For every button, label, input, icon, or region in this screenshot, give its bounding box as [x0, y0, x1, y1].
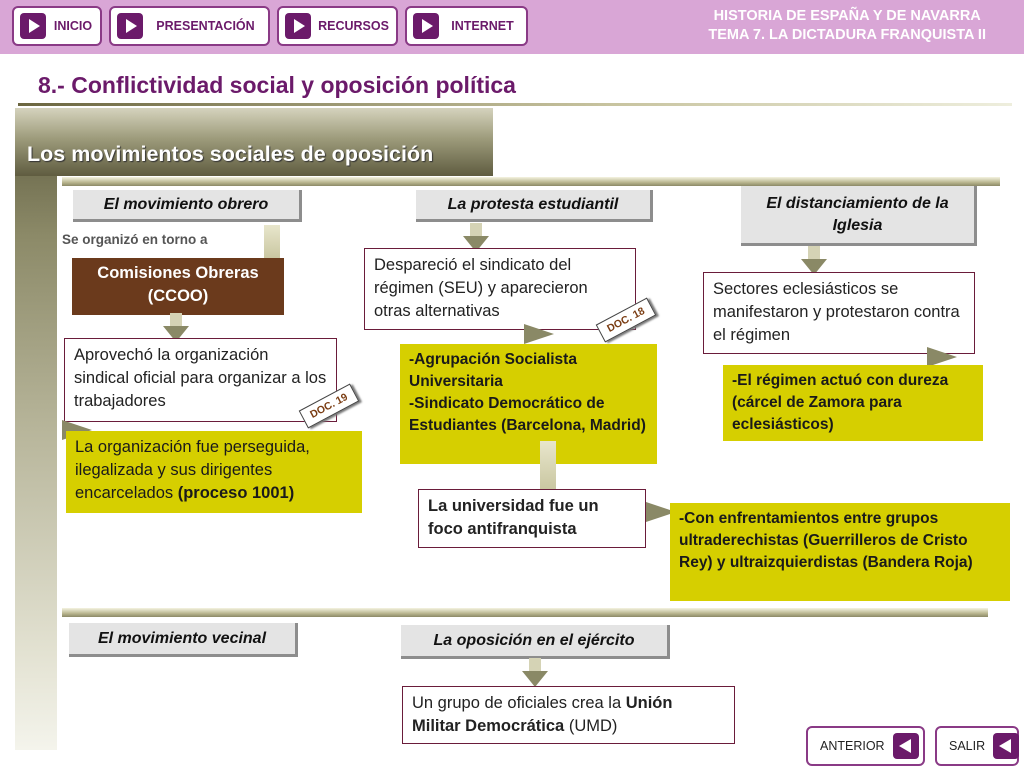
- alternative-item: -Sindicato Democrático de Estudiantes (Barcelona, Madrid): [409, 395, 646, 434]
- page-title: 8.- Conflictividad social y oposición política: [38, 72, 516, 98]
- nav-button-internet[interactable]: [405, 6, 528, 46]
- nav-label: INTERNET: [451, 19, 514, 33]
- header-distanciamiento-iglesia: El distanciamiento de la Iglesia: [741, 186, 977, 246]
- regime-response-box: -El régimen actuó con dureza (cárcel de Zamora para eclesiásticos): [723, 365, 983, 441]
- church-sectors-box: Sectores eclesiásticos se manifestaron y protestaron contra el régimen: [703, 272, 975, 354]
- header-movimiento-obrero: El movimiento obrero: [73, 190, 302, 222]
- organized-label: Se organizó en torno a: [62, 232, 208, 247]
- persecution-text: La organización fue perseguida, ilegalizada y sus dirigentes encarcelados: [75, 438, 310, 502]
- play-icon: [413, 13, 439, 39]
- seu-box: Despareció el sindicato del régimen (SEU) y aparecieron otras alternativas: [364, 248, 636, 330]
- confrontations-box: -Con enfrentamientos entre grupos ultraderechistas (Guerrilleros de Cristo Rey) y ultraizquierdistas (Bandera Roja): [670, 503, 1010, 601]
- top-nav-bar: [0, 0, 1024, 54]
- left-column-decoration: [15, 108, 57, 750]
- alternative-item: -Agrupación Socialista Universitaria: [409, 351, 577, 390]
- previous-button[interactable]: [806, 726, 925, 766]
- play-icon: [285, 13, 311, 39]
- pointer-triangle-icon: [522, 322, 556, 346]
- umd-box: Un grupo de oficiales crea la Unión Militar Democrática (UMD): [402, 686, 735, 744]
- ccoo-name: Comisiones Obreras: [97, 264, 259, 282]
- play-icon: [20, 13, 46, 39]
- persecution-box: [66, 431, 362, 513]
- exit-button[interactable]: [935, 726, 1019, 766]
- alternatives-box: [400, 344, 657, 464]
- header-movimiento-vecinal: El movimiento vecinal: [69, 623, 298, 657]
- previous-label: ANTERIOR: [820, 739, 885, 753]
- nav-button-presentacion[interactable]: [109, 6, 270, 46]
- ccoo-acronym: (CCOO): [147, 287, 209, 305]
- nav-button-inicio[interactable]: [12, 6, 102, 46]
- section-title: Los movimientos sociales de oposición: [27, 142, 434, 166]
- back-icon: [993, 733, 1019, 759]
- course-title-line2: TEMA 7. LA DICTADURA FRANQUISTA II: [708, 27, 986, 43]
- header-protesta-estudiantil: La protesta estudiantil: [416, 190, 653, 222]
- course-title-line1: HISTORIA DE ESPAÑA Y DE NAVARRA: [713, 8, 981, 24]
- header-oposicion-ejercito: La oposición en el ejército: [401, 625, 670, 659]
- course-title: [708, 7, 986, 45]
- play-icon: [117, 13, 143, 39]
- nav-label: PRESENTACIÓN: [156, 19, 255, 33]
- nav-button-recursos[interactable]: [277, 6, 398, 46]
- nav-label: RECURSOS: [318, 19, 389, 33]
- doc-18-link[interactable]: DOC. 18: [596, 298, 657, 343]
- ccoo-box: [72, 258, 284, 315]
- university-box: La universidad fue un foco antifranquista: [418, 489, 646, 548]
- back-icon: [893, 733, 919, 759]
- exit-label: SALIR: [949, 739, 986, 753]
- down-arrow-icon: [521, 658, 549, 688]
- top-divider-bar: [62, 177, 1000, 186]
- umd-name: Unión Militar Democrática: [412, 694, 673, 735]
- bottom-divider-bar: [62, 608, 988, 617]
- connector-bar: [264, 225, 280, 259]
- connector-bar: [540, 441, 556, 491]
- persecution-bold: (proceso 1001): [177, 484, 295, 502]
- doc-19-link[interactable]: DOC. 19: [299, 384, 360, 429]
- nav-label: INICIO: [53, 19, 93, 33]
- organization-box: Aprovechó la organización sindical oficial para organizar a los trabajadores: [64, 338, 337, 422]
- title-divider: [18, 103, 1012, 106]
